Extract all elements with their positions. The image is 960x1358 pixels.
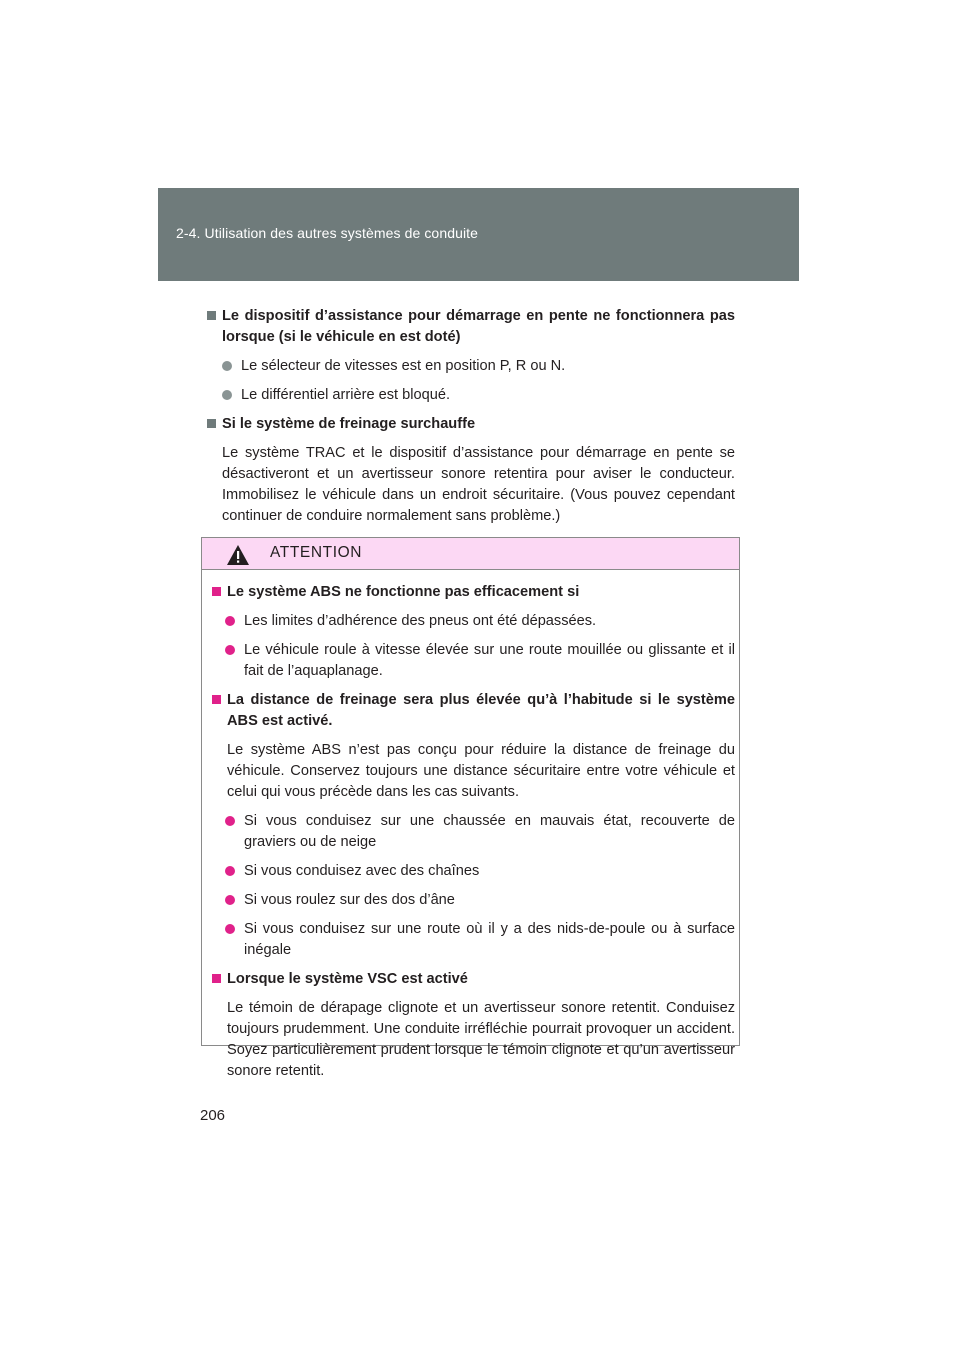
round-bullet-icon — [225, 645, 235, 655]
attention-header — [202, 538, 739, 570]
list-item: Le différentiel arrière est bloqué. — [207, 385, 735, 406]
square-bullet-icon — [212, 695, 221, 704]
round-bullet-icon — [225, 816, 235, 826]
attention-section-heading: Le système ABS ne fonctionne pas efficacement si — [212, 582, 735, 603]
square-bullet-icon — [212, 587, 221, 596]
list-item: Si vous conduisez sur une route où il y a des nids-de-poule ou à surface inégale — [212, 919, 735, 961]
attention-title: ATTENTION — [270, 544, 363, 561]
attention-body — [212, 582, 735, 1090]
section-heading: Si le système de freinage surchauffe — [207, 414, 735, 435]
round-bullet-icon — [222, 361, 232, 371]
section-title: 2-4. Utilisation des autres systèmes de conduite — [176, 225, 479, 241]
list-item: Si vous conduisez avec des chaînes — [212, 861, 735, 882]
list-item: Le sélecteur de vitesses est en position P, R ou N. — [207, 356, 735, 377]
attention-box — [201, 537, 740, 1079]
round-bullet-icon — [225, 616, 235, 626]
square-bullet-icon — [207, 419, 216, 428]
section-header-band — [158, 188, 799, 281]
round-bullet-icon — [225, 924, 235, 934]
list-item: Si vous roulez sur des dos d’âne — [212, 890, 735, 911]
main-content — [207, 306, 735, 535]
list-item: Les limites d’adhérence des pneus ont été dépassées. — [212, 611, 735, 632]
square-bullet-icon — [212, 974, 221, 983]
list-item: Si vous conduisez sur une chaussée en mauvais état, recouverte de graviers ou de neige — [212, 811, 735, 853]
list-item: Le véhicule roule à vitesse élevée sur une route mouillée ou glissante et il fait de l’aquaplanage. — [212, 640, 735, 682]
warning-triangle-icon — [227, 545, 249, 565]
section-heading: Le dispositif d’assistance pour démarrage en pente ne fonctionnera pas lorsque (si le véhicule en est doté) — [207, 306, 735, 348]
round-bullet-icon — [225, 866, 235, 876]
attention-section-heading: Lorsque le système VSC est activé — [212, 969, 735, 990]
paragraph: Le système ABS n’est pas conçu pour réduire la distance de freinage du véhicule. Conservez toujours une distance sécuritaire entre votre véhicule et celui qui vous précède dans les cas suivants. — [227, 742, 735, 800]
page-number: 206 — [200, 1107, 226, 1124]
square-bullet-icon — [207, 311, 216, 320]
paragraph: Le témoin de dérapage clignote et un avertisseur sonore retentit. Conduisez toujours prudemment. Une conduite irréfléchie pourrait provoquer un accident. Soyez particulièrement prudent lorsque le témoin clignote et qu’un avertisseur sonore retentit. — [227, 1000, 735, 1079]
paragraph: Le système TRAC et le dispositif d’assistance pour démarrage en pente se désactiveront et un avertisseur sonore retentira pour aviser le conducteur. Immobilisez le véhicule dans un endroit sécuritaire. (Vous pouvez cependant continuer de conduire normalement sans problème.) — [222, 445, 735, 524]
round-bullet-icon — [222, 390, 232, 400]
attention-section-heading: La distance de freinage sera plus élevée qu’à l’habitude si le système ABS est activé. — [212, 690, 735, 732]
round-bullet-icon — [225, 895, 235, 905]
